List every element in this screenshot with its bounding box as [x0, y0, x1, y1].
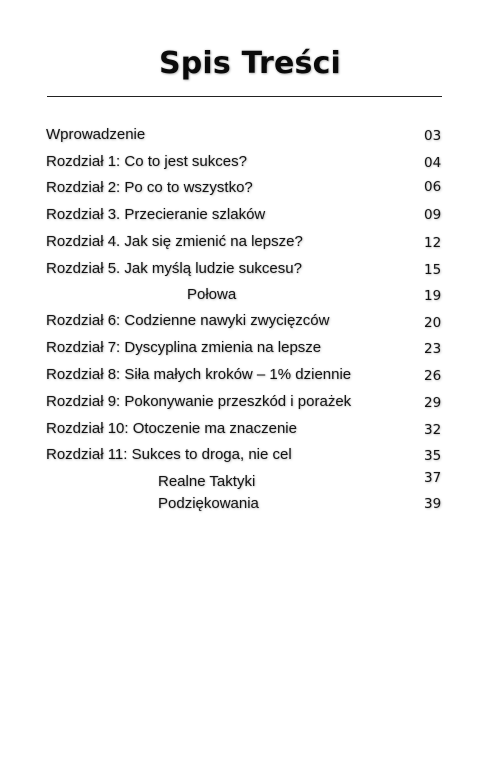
- toc-entry-page: 06: [424, 179, 442, 195]
- toc-entry: [0, 125, 489, 145]
- toc-entry-label: Rozdział 5. Jak myślą ludzie sukcesu?: [46, 260, 302, 277]
- toc-entry-label: Rozdział 1: Co to jest sukces?: [46, 153, 247, 170]
- toc-entry: [0, 445, 489, 465]
- toc-entry: [0, 392, 489, 412]
- toc-entry-label: Połowa: [187, 286, 237, 303]
- toc-entry: [0, 259, 489, 279]
- toc-entry: [0, 419, 489, 439]
- toc-entry-page: 23: [424, 341, 442, 357]
- toc-entry: [0, 472, 489, 492]
- toc-entry-page: 12: [424, 235, 442, 251]
- toc-entry: [0, 311, 489, 331]
- toc-entry-page: 19: [424, 288, 442, 304]
- toc-entry-label: Rozdział 6: Codzienne nawyki zwycięzców: [46, 312, 330, 329]
- toc-entry-page: 26: [424, 368, 442, 384]
- toc-entry-label: Rozdział 7: Dyscyplina zmienia na lepsze: [46, 339, 322, 356]
- toc-entry-label: Wprowadzenie: [46, 126, 146, 143]
- title-divider: [47, 96, 442, 97]
- toc-entry-page: 03: [424, 128, 442, 144]
- toc-entry-page: 09: [424, 207, 442, 223]
- toc-entry-label: Rozdział 11: Sukces to droga, nie cel: [46, 446, 292, 463]
- toc-entry-page: 04: [424, 155, 442, 171]
- toc-entry-page: 37: [424, 470, 442, 486]
- toc-entry-page: 35: [424, 448, 442, 464]
- toc-entry: [0, 365, 489, 385]
- toc-entry: [0, 205, 489, 225]
- toc-entry: [0, 338, 489, 358]
- toc-entry-page: 32: [424, 422, 442, 438]
- toc-entry-label: Podziękowania: [158, 495, 259, 512]
- toc-entry-label: Rozdział 10: Otoczenie ma znaczenie: [46, 420, 297, 437]
- toc-entry-page: 20: [424, 315, 442, 331]
- toc-entry-page: 29: [424, 395, 442, 411]
- toc-entry: [0, 494, 489, 514]
- toc-entry-page: 15: [424, 262, 442, 278]
- toc-entry-page: 39: [424, 496, 442, 512]
- toc-entry-label: Realne Taktyki: [158, 473, 256, 490]
- toc-entry-label: Rozdział 4. Jak się zmienić na lepsze?: [46, 233, 303, 250]
- toc-entry: [0, 178, 489, 198]
- toc-entry-label: Rozdział 9: Pokonywanie przeszkód i porażek: [46, 393, 352, 410]
- page-title: Spis Treści: [158, 46, 342, 81]
- toc-entry-label: Rozdział 8: Siła małych kroków – 1% dziennie: [46, 366, 352, 383]
- toc-entry-label: Rozdział 3. Przecieranie szlaków: [46, 206, 266, 223]
- toc-entry-label: Rozdział 2: Po co to wszystko?: [46, 179, 253, 196]
- toc-entry: [0, 152, 489, 172]
- toc-entry: [0, 232, 489, 252]
- toc-entry: [0, 285, 489, 305]
